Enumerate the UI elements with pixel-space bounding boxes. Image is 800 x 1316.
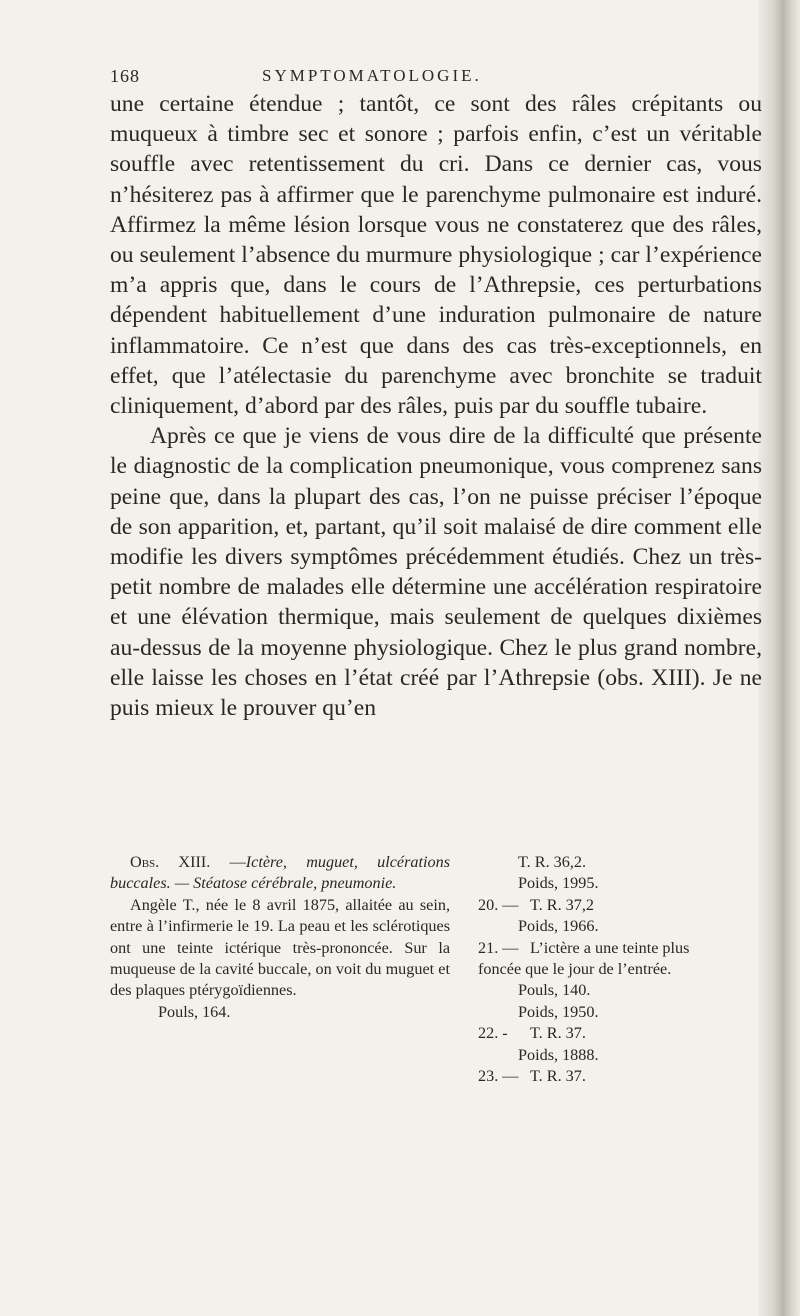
paragraph-2: Après ce que je viens de vous dire de la difficulté que présente le diagnostic de la complication pneumonique, vous comprenez sans peine que, dans la plupart des cas, l’on ne puisse préciser l’époque de son apparition, et, partant, qu’il soit malaisé de dire comment elle modifie les divers symptômes précédemment étudiés. Chez un très-petit nombre de malades elle détermine une accélération respiratoire et une élévation thermique, mais seulement de quelques dixièmes au-dessus de la moyenne physiologique. Chez le plus grand nombre, elle laisse les choses en l’état créé par l’Athrepsie (obs. XIII). Je ne puis mieux le prouver qu’en: [110, 423, 762, 722]
entry-day-number: 23. —: [478, 1067, 519, 1086]
observation-entry: [478, 895, 770, 916]
observation-label: Obs. XIII.: [130, 853, 211, 871]
observation-entry: [478, 1066, 770, 1087]
running-title: SYMPTOMATOLOGIE.: [262, 66, 482, 85]
observation-entry: foncée que le jour de l’entrée.: [478, 960, 672, 979]
observation-title: Ictère, muguet, ulcérations buccales. — Stéatose cérébrale, pneumonie.: [110, 853, 450, 893]
entry-text: T. R. 37,2: [530, 895, 594, 914]
page-number: 168: [110, 66, 140, 86]
observation-description: Angèle T., née le 8 avril 1875, allaitée au sein, entre à l’infirmerie le 19. La peau et les sclérotiques ont une teinte ictérique très-prononcée. Sur la muqueuse de la cavité buccale, on voit du muguet et des plaques ptérygoïdiennes.: [110, 895, 450, 1000]
observation-entries: [478, 852, 770, 1087]
observation-separator: —: [210, 853, 246, 871]
entry-text: L’ictère a une teinte plus: [530, 938, 690, 957]
entry-text: T. R. 37.: [530, 1067, 586, 1086]
observation-heading: [110, 852, 450, 895]
paragraph-1: une certaine étendue ; tantôt, ce sont des râles crépitants ou muqueux à timbre sec et sonore ; parfois enfin, c’est un véritable souffle avec retentissement du cri. Dans ce dernier cas, vous n’hésiterez pas à affirmer que le parenchyme pulmonaire est induré. Affirmez la même lésion lorsque vous ne constaterez que des râles, ou seulement l’absence du murmure physiologique ; car l’expérience m’a appris que, dans le cours de l’Athrepsie, ces perturbations dépendent habituellement d’une induration pulmonaire de nature inflammatoire. Ce n’est que dans des cas très-exceptionnels, en effet, que l’atélectasie du parenchyme avec bronchite se traduit cliniquement, d’abord par des râles, puis par du souffle tubaire.: [110, 91, 762, 420]
observation-entry: T. R. 36,2.: [518, 853, 587, 871]
observation-pouls: Pouls, 164.: [158, 1002, 231, 1021]
observation-entry: Poids, 1888.: [518, 1045, 599, 1064]
page-binding-edge: [758, 0, 800, 1316]
observation-entry: Poids, 1950.: [518, 1002, 599, 1021]
observation-text: [110, 852, 450, 1023]
main-text: [110, 89, 762, 723]
observation-entry: [478, 938, 770, 959]
entry-day-number: 20. —: [478, 895, 519, 914]
observation-entry: Poids, 1995.: [518, 874, 599, 893]
observation-entry: [478, 1023, 770, 1044]
observation-entry: Pouls, 140.: [518, 981, 591, 1000]
entry-day-number: 21. —: [478, 938, 519, 957]
entry-day-number: 22. -: [478, 1024, 508, 1043]
entry-text: T. R. 37.: [530, 1024, 586, 1043]
observation-entry: Poids, 1966.: [518, 917, 599, 936]
